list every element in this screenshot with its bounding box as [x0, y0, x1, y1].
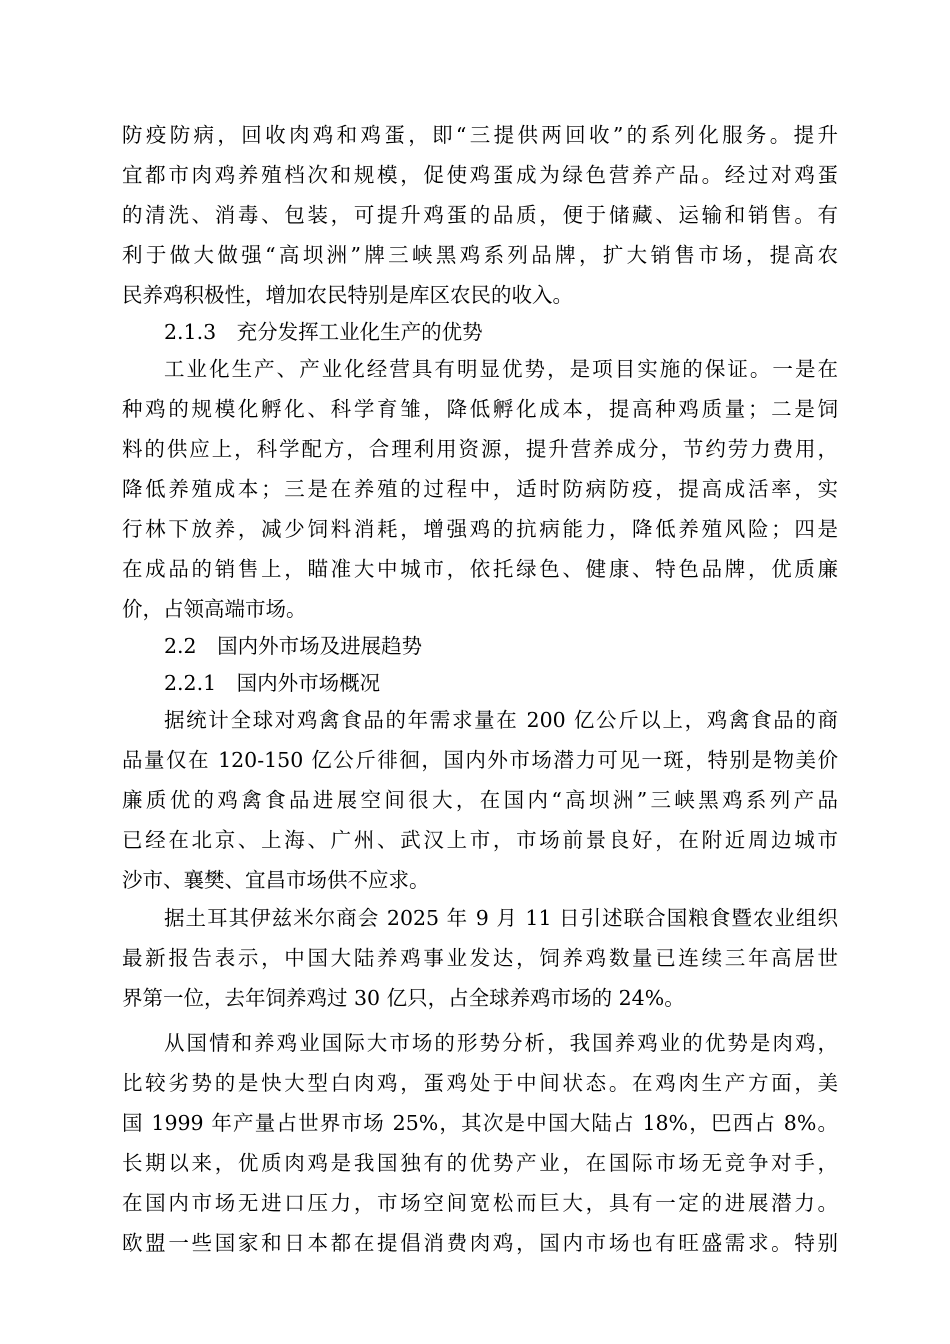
paragraph-line: 廉质优的鸡禽食品进展空间很大，在国内“高坝洲”三峡黑鸡系列产品 [122, 788, 838, 812]
paragraph-line: 据统计全球对鸡禽食品的年需求量在 200 亿公斤以上，鸡禽食品的商 [164, 708, 838, 732]
paragraph-line: 已经在北京、上海、广州、武汉上市，市场前景良好，在附近周边城市 [122, 828, 838, 852]
paragraph-line: 品量仅在 120-150 亿公斤徘徊，国内外市场潜力可见一斑，特别是物美价 [122, 748, 838, 772]
paragraph-line: 比较劣势的是快大型白肉鸡，蛋鸡处于中间状态。在鸡肉生产方面，美 [122, 1071, 838, 1095]
paragraph-line: 宜都市肉鸡养殖档次和规模，促使鸡蛋成为绿色营养产品。经过对鸡蛋 [122, 163, 838, 187]
paragraph-line: 最新报告表示，中国大陆养鸡事业发达，饲养鸡数量已连续三年高居世 [122, 946, 838, 970]
paragraph-line: 在国内市场无进口压力，市场空间宽松而巨大，具有一定的进展潜力。 [122, 1191, 838, 1215]
paragraph-line: 界第一位，去年饲养鸡过 30 亿只，占全球养鸡市场的 24%。 [122, 986, 685, 1010]
paragraph-line: 沙市、襄樊、宜昌市场供不应求。 [122, 868, 430, 892]
paragraph-line: 降低养殖成本；三是在养殖的过程中，适时防病防疫，提高成活率，实 [122, 477, 838, 501]
paragraph-line: 利于做大做强“高坝洲”牌三峡黑鸡系列品牌，扩大销售市场，提高农 [122, 243, 838, 267]
paragraph-line: 据土耳其伊兹米尔商会 2025 年 9 月 11 日引述联合国粮食暨农业组织 [164, 906, 838, 930]
paragraph-line: 防疫防病，回收肉鸡和鸡蛋，即“三提供两回收”的系列化服务。提升 [122, 123, 838, 147]
paragraph-line: 在成品的销售上，瞄准大中城市，依托绿色、健康、特色品牌，优质廉 [122, 557, 838, 581]
paragraph-line: 民养鸡积极性，增加农民特别是库区农民的收入。 [122, 283, 573, 307]
paragraph-line: 国 1999 年产量占世界市场 25%，其次是中国大陆占 18%，巴西占 8%。 [122, 1111, 838, 1135]
subsection-heading: 2.2.1 国内外市场概况 [164, 671, 381, 695]
paragraph-line: 欧盟一些国家和日本都在提倡消费肉鸡，国内市场也有旺盛需求。特别 [122, 1231, 838, 1255]
paragraph-line: 工业化生产、产业化经营具有明显优势，是项目实施的保证。一是在 [164, 357, 838, 381]
paragraph-line: 料的供应上，科学配方，合理利用资源，提升营养成分，节约劳力费用， [122, 437, 838, 461]
paragraph-line: 价，占领高端市场。 [122, 597, 307, 621]
section-heading: 2.2 国内外市场及进展趋势 [164, 634, 423, 658]
paragraph-line: 从国情和养鸡业国际大市场的形势分析，我国养鸡业的优势是肉鸡， [164, 1031, 838, 1055]
paragraph-line: 行林下放养，减少饲料消耗，增强鸡的抗病能力，降低养殖风险；四是 [122, 517, 838, 541]
paragraph-line: 长期以来，优质肉鸡是我国独有的优势产业，在国际市场无竞争对手， [122, 1151, 838, 1175]
paragraph-line: 种鸡的规模化孵化、科学育雏，降低孵化成本，提高种鸡质量；二是饲 [122, 397, 838, 421]
section-heading: 2.1.3 充分发挥工业化生产的优势 [164, 320, 483, 344]
paragraph-line: 的清洗、消毒、包装，可提升鸡蛋的品质，便于储藏、运输和销售。有 [122, 203, 838, 227]
